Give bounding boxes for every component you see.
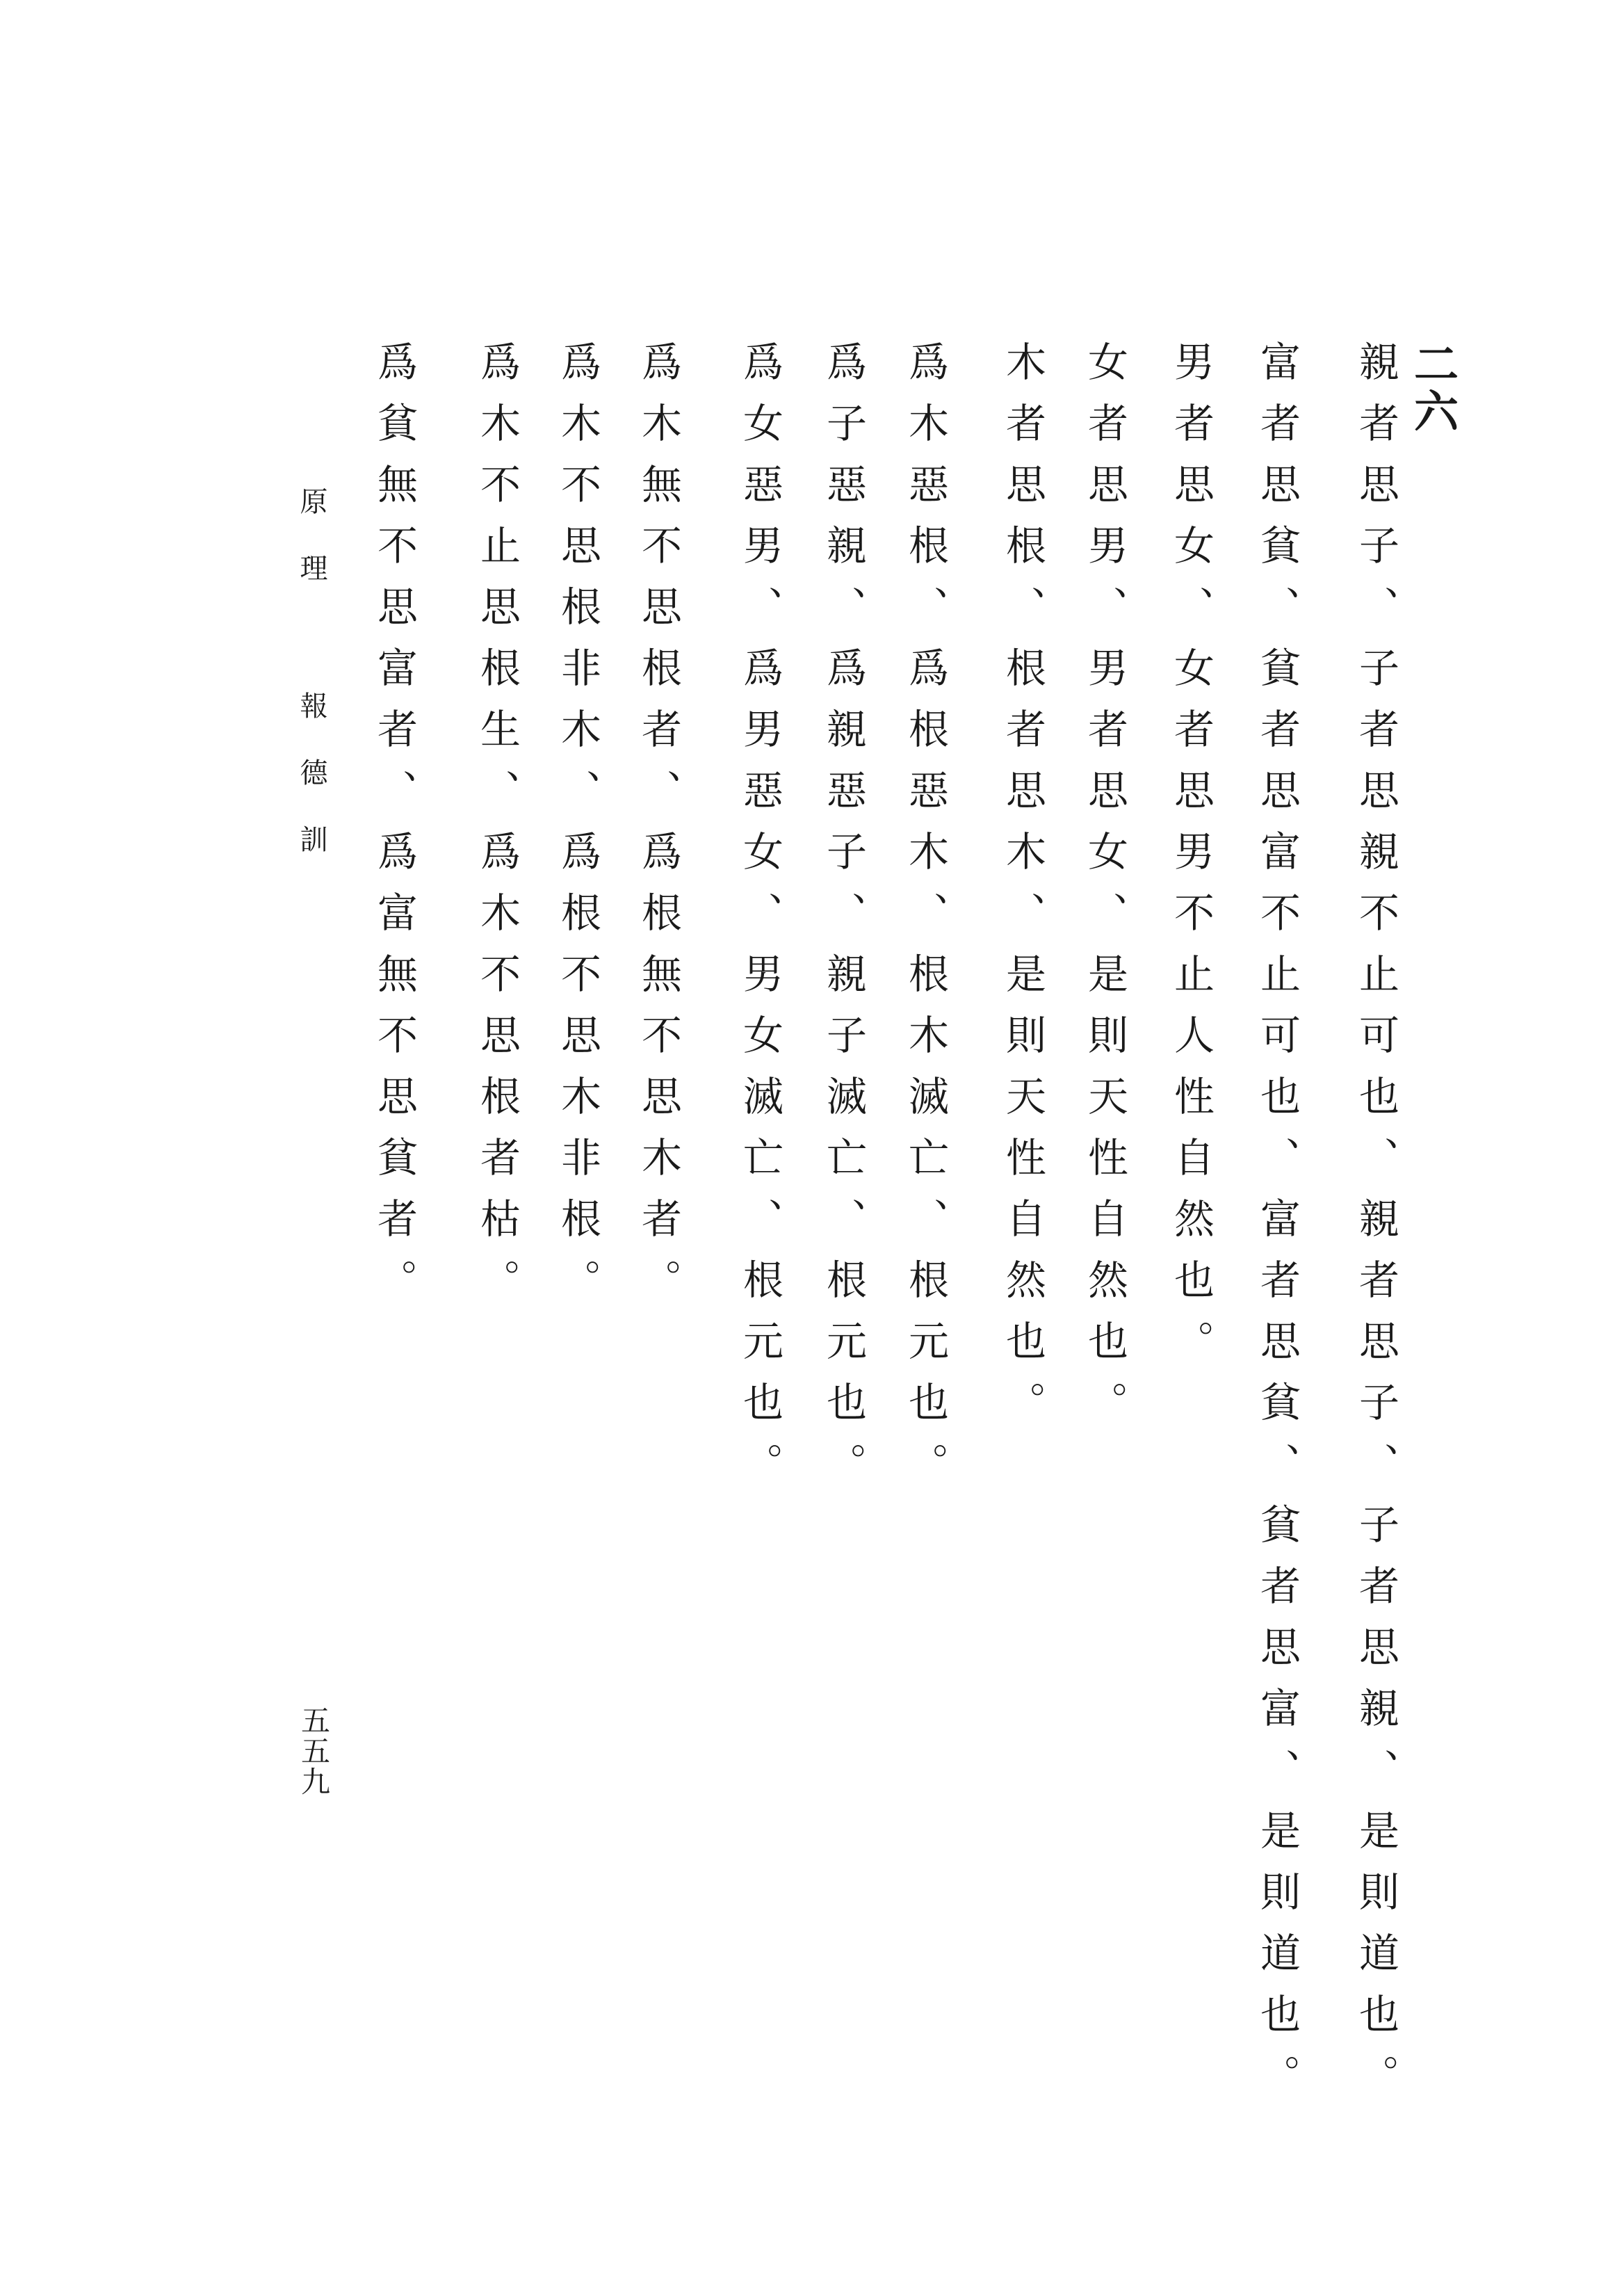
text-line: 親者思子、子者思親不止可也、親者思子、子者思親、是則道也。 [1352, 341, 1399, 2115]
text-line: 爲女惡男、爲男惡女、男女滅亡、根元也。 [736, 341, 783, 1503]
text-line: 爲木惡根、爲根惡木、根木滅亡、根元也。 [902, 341, 949, 1503]
text-line: 富者思貧、貧者思富不止可也、富者思貧、貧者思富、是則道也。 [1253, 341, 1301, 2115]
text-line: 爲木無不思根者、爲根無不思木者。 [635, 341, 682, 1320]
text-line: 爲木不思根非木、爲根不思木非根。 [554, 341, 601, 1320]
section-number: 二六 [1406, 341, 1459, 435]
text-line: 爲子惡親、爲親惡子、親子滅亡、根元也。 [820, 341, 867, 1503]
text-line: 木者思根、根者思木、是則天性自然也。 [999, 341, 1046, 1442]
text-line: 女者思男、男者思女、是則天性自然也。 [1081, 341, 1128, 1442]
text-line: 爲貧無不思富者、爲富無不思貧者。 [371, 341, 418, 1320]
page-number: 五五九 [297, 1705, 331, 1797]
text-line: 男者思女、女者思男不止人性自然也。 [1167, 341, 1215, 1381]
running-header: 原理 報德訓 [295, 487, 327, 891]
text-line: 爲木不止思根生、爲木不思根者枯。 [473, 341, 521, 1320]
